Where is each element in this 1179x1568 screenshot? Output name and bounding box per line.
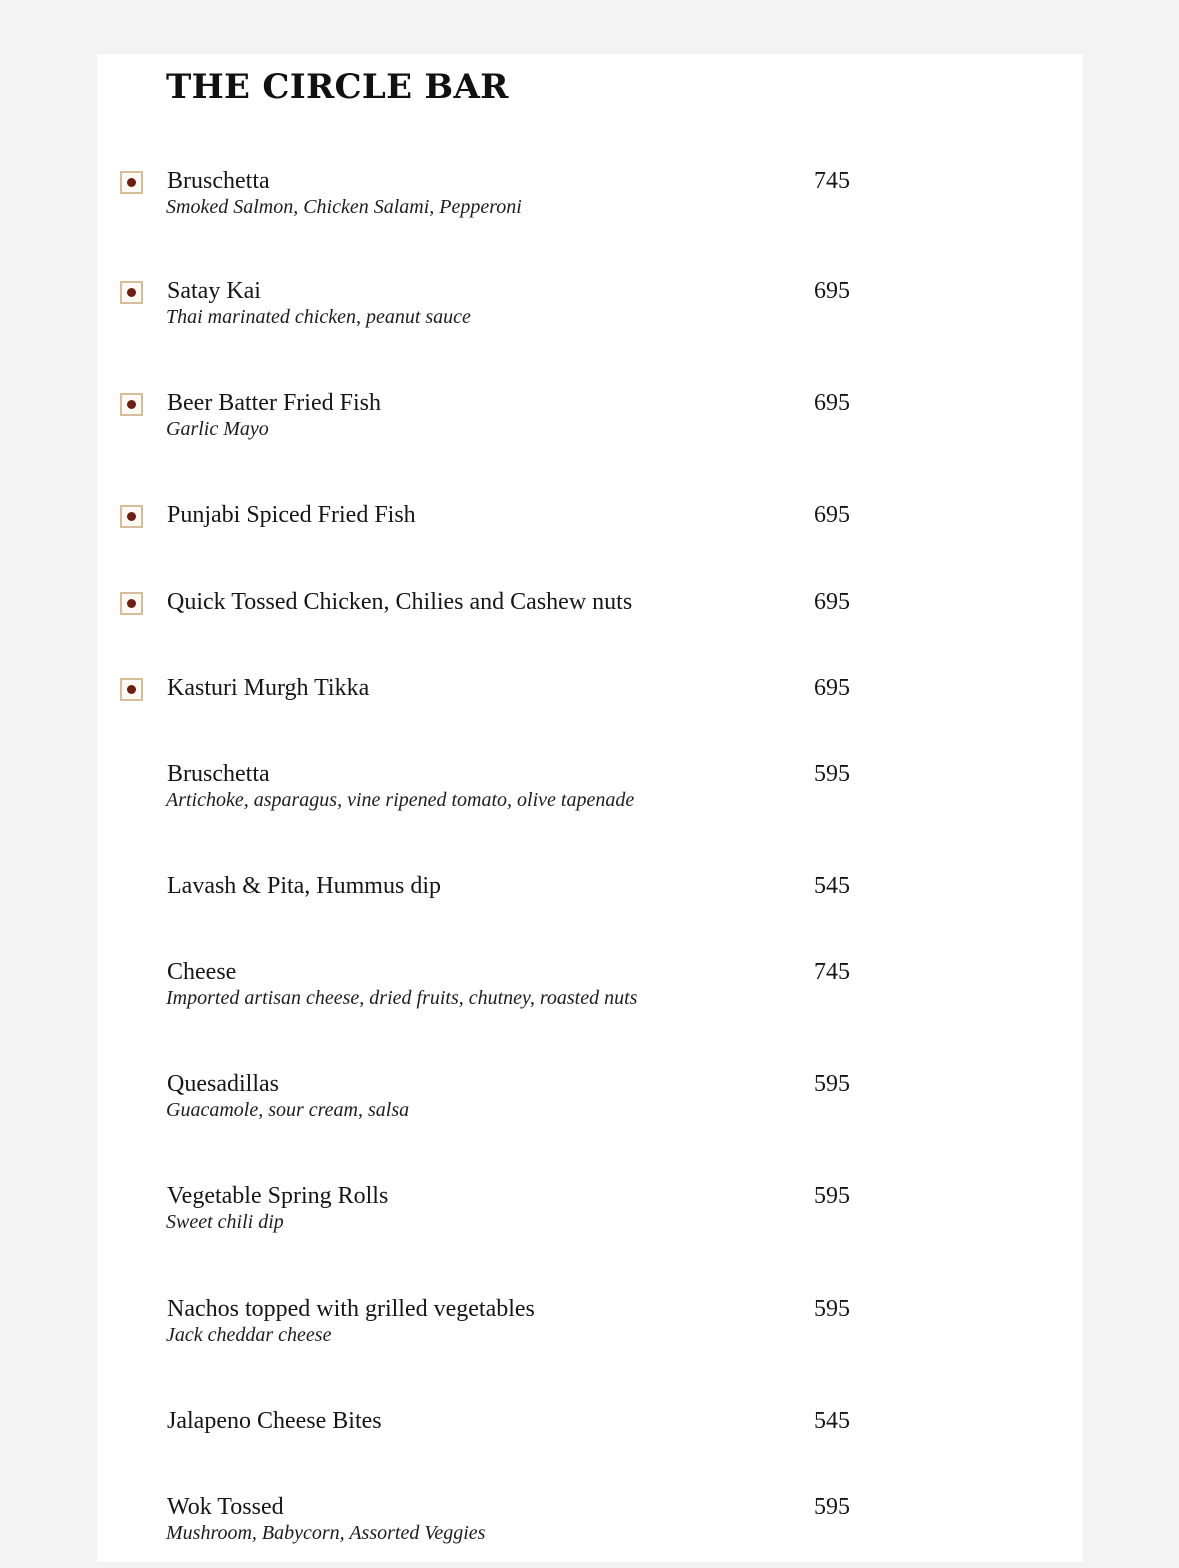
- non-veg-icon: [120, 678, 143, 701]
- item-price: 595: [814, 761, 850, 787]
- menu-item: [97, 1296, 1083, 1370]
- item-name: Quick Tossed Chicken, Chilies and Cashew nuts: [167, 589, 633, 615]
- item-description: Smoked Salmon, Chicken Salami, Pepperoni: [166, 196, 522, 218]
- item-price: 745: [814, 959, 850, 985]
- menu-item: [97, 1071, 1083, 1145]
- menu-item: [97, 1408, 1083, 1482]
- non-veg-icon: [120, 171, 143, 194]
- menu-item: [97, 168, 1083, 242]
- menu-item: [97, 675, 1083, 749]
- item-price: 695: [814, 390, 850, 416]
- item-description: Guacamole, sour cream, salsa: [166, 1099, 410, 1121]
- item-name: Quesadillas: [167, 1071, 279, 1097]
- item-price: 545: [814, 873, 850, 899]
- menu-item: [97, 1494, 1083, 1568]
- item-name: Kasturi Murgh Tikka: [167, 675, 370, 701]
- item-description: Jack cheddar cheese: [166, 1324, 332, 1346]
- item-name: Wok Tossed: [167, 1494, 284, 1520]
- non-veg-icon: [120, 505, 143, 528]
- item-name: Satay Kai: [167, 278, 261, 304]
- item-description: Thai marinated chicken, peanut sauce: [166, 306, 471, 328]
- item-price: 595: [814, 1494, 850, 1520]
- menu-title: THE CIRCLE BAR: [166, 67, 509, 107]
- item-name: Jalapeno Cheese Bites: [167, 1408, 382, 1434]
- item-price: 695: [814, 278, 850, 304]
- item-name: Bruschetta: [167, 761, 270, 787]
- menu-item: [97, 390, 1083, 464]
- item-name: Punjabi Spiced Fried Fish: [167, 502, 416, 528]
- item-name: Beer Batter Fried Fish: [167, 390, 381, 416]
- item-name: Vegetable Spring Rolls: [167, 1183, 389, 1209]
- item-name: Lavash & Pita, Hummus dip: [167, 873, 441, 899]
- item-price: 595: [814, 1183, 850, 1209]
- menu-item: [97, 761, 1083, 835]
- item-price: 695: [814, 502, 850, 528]
- menu-item: [97, 278, 1083, 352]
- item-description: Imported artisan cheese, dried fruits, chutney, roasted nuts: [166, 987, 638, 1009]
- menu-item: [97, 1183, 1083, 1257]
- item-price: 695: [814, 589, 850, 615]
- item-description: Mushroom, Babycorn, Assorted Veggies: [166, 1522, 486, 1544]
- menu-item: [97, 959, 1083, 1033]
- non-veg-icon: [120, 393, 143, 416]
- item-name: Bruschetta: [167, 168, 270, 194]
- item-description: Artichoke, asparagus, vine ripened tomato, olive tapenade: [166, 789, 635, 811]
- item-description: Sweet chili dip: [166, 1211, 284, 1233]
- item-price: 695: [814, 675, 850, 701]
- menu-item: [97, 589, 1083, 663]
- non-veg-icon: [120, 281, 143, 304]
- item-price: 545: [814, 1408, 850, 1434]
- menu-item: [97, 502, 1083, 576]
- item-name: Cheese: [167, 959, 237, 985]
- item-price: 595: [814, 1071, 850, 1097]
- menu-page: [97, 54, 1083, 1562]
- item-description: Garlic Mayo: [166, 418, 269, 440]
- item-price: 745: [814, 168, 850, 194]
- item-price: 595: [814, 1296, 850, 1322]
- item-name: Nachos topped with grilled vegetables: [167, 1296, 535, 1322]
- non-veg-icon: [120, 592, 143, 615]
- menu-item: [97, 873, 1083, 947]
